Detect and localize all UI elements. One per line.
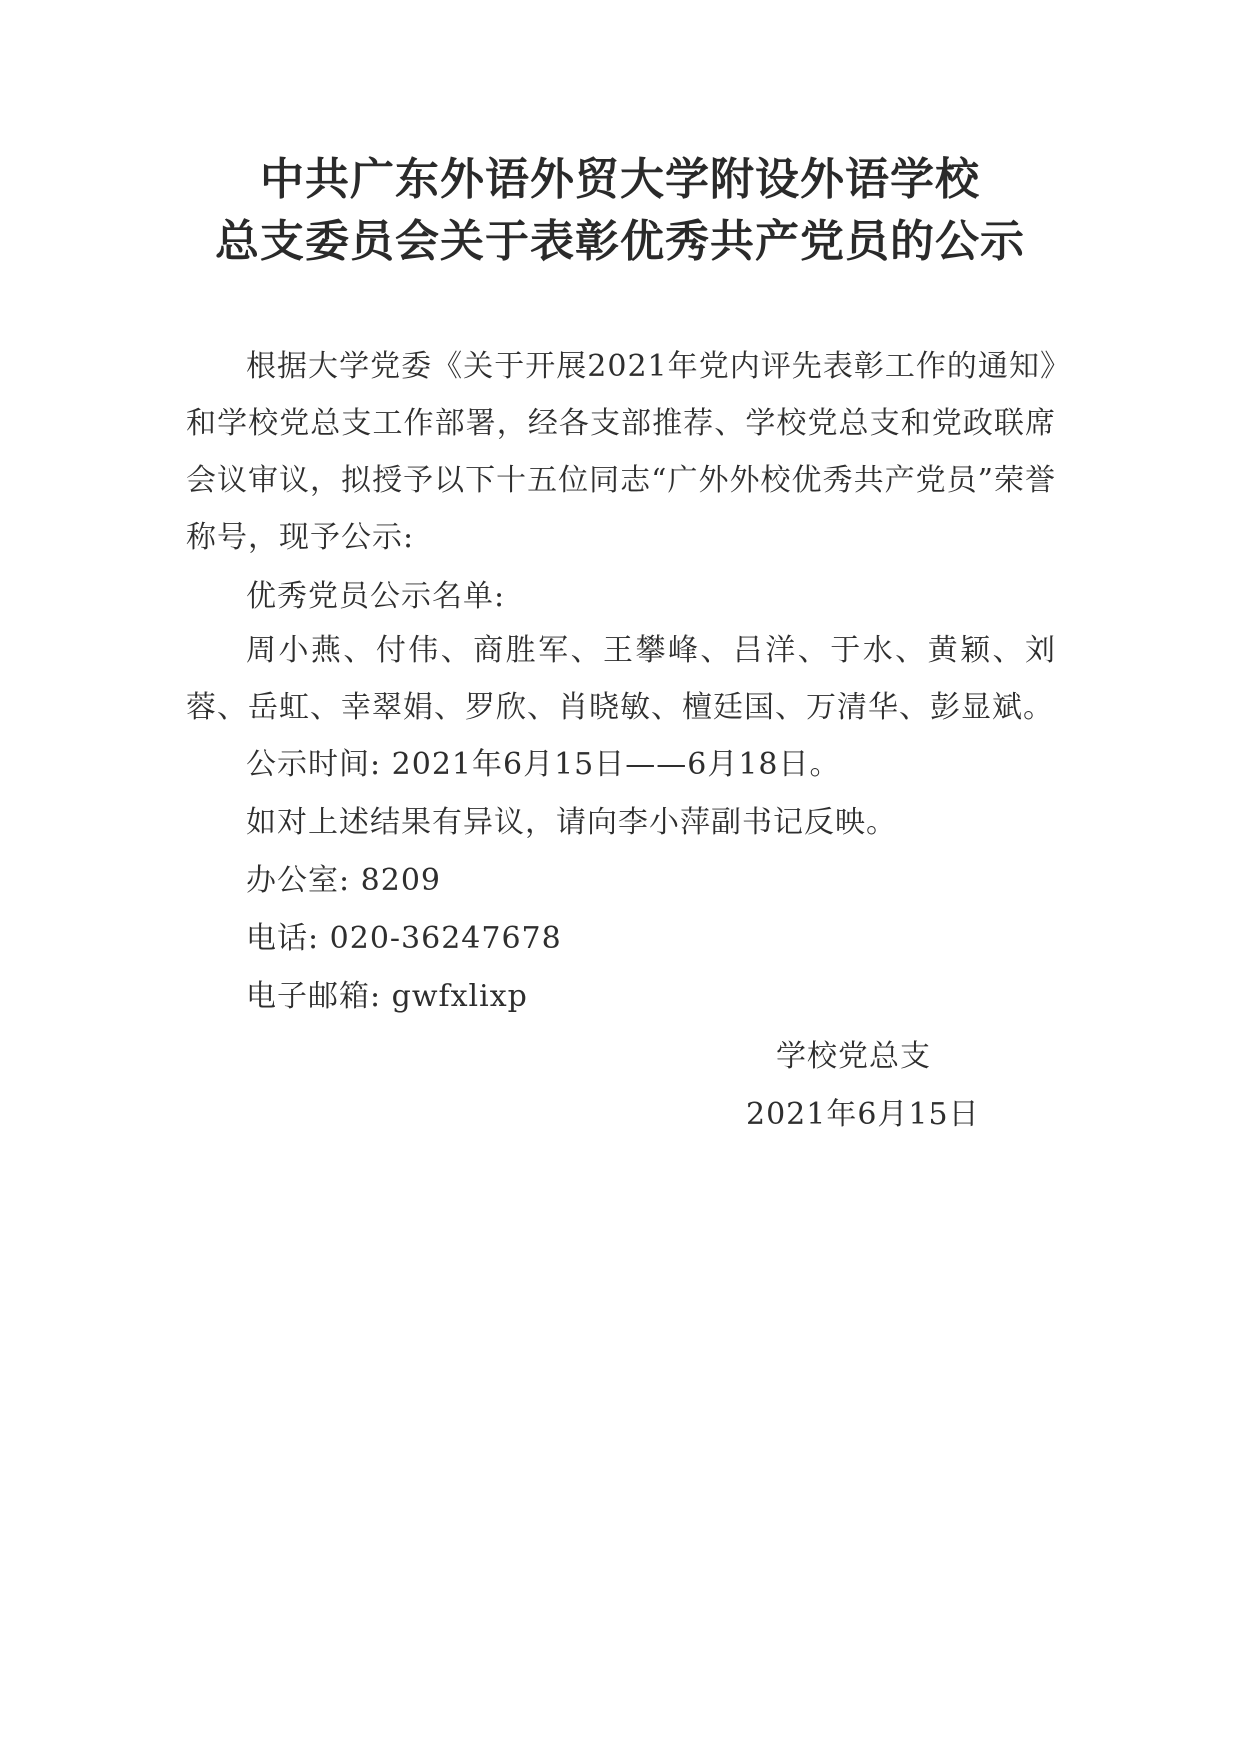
names-paragraph: 周小燕、付伟、商胜军、王攀峰、吕洋、于水、黄颖、刘蓉、岳虹、幸翠娟、罗欣、肖晓敏、檀廷国、万清华、彭显斌。 xyxy=(186,633,1056,725)
publicity-period: 公示时间: 2021年6月15日——6月18日。 xyxy=(246,747,841,782)
document-title-line-1: 中共广东外语外贸大学附设外语学校 xyxy=(260,154,980,205)
office-number: 办公室: 8209 xyxy=(246,863,441,898)
list-heading: 优秀党员公示名单: xyxy=(246,579,506,614)
objection-note: 如对上述结果有异议，请向李小萍副书记反映。 xyxy=(246,805,897,840)
signature-organization: 学校党总支 xyxy=(776,1039,931,1074)
phone-number: 电话: 020-36247678 xyxy=(246,921,562,956)
signature-date: 2021年6月15日 xyxy=(746,1097,980,1132)
email-address: 电子邮箱: gwfxlixp xyxy=(246,979,528,1014)
intro-paragraph: 根据大学党委《关于开展2021年党内评先表彰工作的通知》和学校党总支工作部署，经各支部推荐、学校党总支和党政联席会议审议，拟授予以下十五位同志“广外外校优秀共产党员”荣誉称号，现予公示: xyxy=(186,349,1056,555)
document-title-line-2: 总支委员会关于表彰优秀共产党员的公示 xyxy=(215,216,1025,267)
